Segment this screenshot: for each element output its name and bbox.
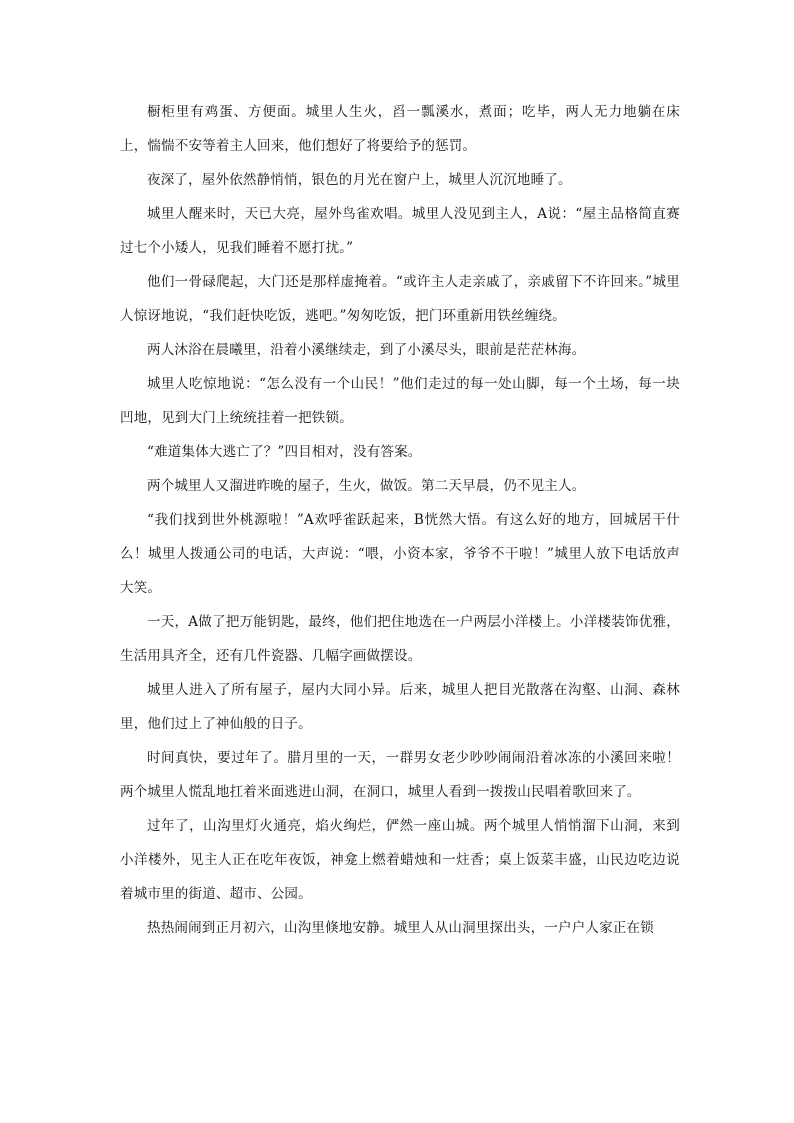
story-text-body bbox=[120, 95, 680, 945]
paragraph: “我们找到世外桃源啦！”A欢呼雀跃起来，B恍然大悟。有这么好的地方，回城居干什么！城里人拨通公司的电话，大声说：“喂，小资本家，爷爷不干啦！”城里人放下电话放声大笑。 bbox=[120, 512, 680, 596]
paragraph: 城里人进入了所有屋子，屋内大同小异。后来，城里人把目光散落在沟壑、山洞、森林里，他们过上了神仙般的日子。 bbox=[120, 682, 680, 732]
paragraph: 夜深了，屋外依然静悄悄，银色的月光在窗户上，城里人沉沉地睡了。 bbox=[147, 172, 572, 188]
paragraph: 两个城里人又溜进昨晚的屋子，生火，做饭。第二天早晨，仍不见主人。 bbox=[147, 478, 586, 494]
paragraph: 橱柜里有鸡蛋、方便面。城里人生火，舀一瓢溪水，煮面；吃毕，两人无力地躺在床上，惴惴不安等着主人回来，他们想好了将要给予的惩罚。 bbox=[120, 104, 680, 154]
paragraph: 一天，A做了把万能钥匙，最终，他们把住地选在一户两层小洋楼上。小洋楼装饰优雅，生活用具齐全，还有几件瓷器、几幅字画做摆设。 bbox=[120, 614, 680, 664]
paragraph: 时间真快，要过年了。腊月里的一天，一群男女老少吵吵闹闹沿着冰冻的小溪回来啦！两个城里人慌乱地扛着米面逃进山洞，在洞口，城里人看到一拨拨山民唱着歌回来了。 bbox=[120, 750, 680, 800]
paragraph: 热热闹闹到正月初六，山沟里倏地安静。城里人从山洞里探出头，一户户人家正在锁 bbox=[147, 920, 654, 936]
paragraph: 他们一骨碌爬起，大门还是那样虚掩着。“或许主人走亲戚了，亲戚留下不许回来。”城里人惊讶地说，“我们赶快吃饭，逃吧。”匆匆吃饭，把门环重新用铁丝缠绕。 bbox=[120, 274, 680, 324]
paragraph: 城里人醒来时，天已大亮，屋外鸟雀欢唱。城里人没见到主人，A说：“屋主品格简直赛过七个小矮人，见我们睡着不愿打扰。” bbox=[120, 206, 680, 256]
paragraph: 过年了，山沟里灯火通亮，焰火绚烂，俨然一座山城。两个城里人悄悄溜下山洞，来到小洋楼外，见主人正在吃年夜饭，神龛上燃着蜡烛和一炷香；桌上饭菜丰盛，山民边吃边说着城市里的街道、超市、公园。 bbox=[120, 818, 680, 902]
paragraph: “难道集体大逃亡了？”四目相对，没有答案。 bbox=[147, 444, 422, 460]
paragraph: 城里人吃惊地说：“怎么没有一个山民！”他们走过的每一处山脚，每一个土场，每一块凹地，见到大门上统统挂着一把铁锁。 bbox=[120, 376, 680, 426]
paragraph: 两人沐浴在晨曦里，沿着小溪继续走，到了小溪尽头，眼前是茫茫林海。 bbox=[147, 342, 586, 358]
